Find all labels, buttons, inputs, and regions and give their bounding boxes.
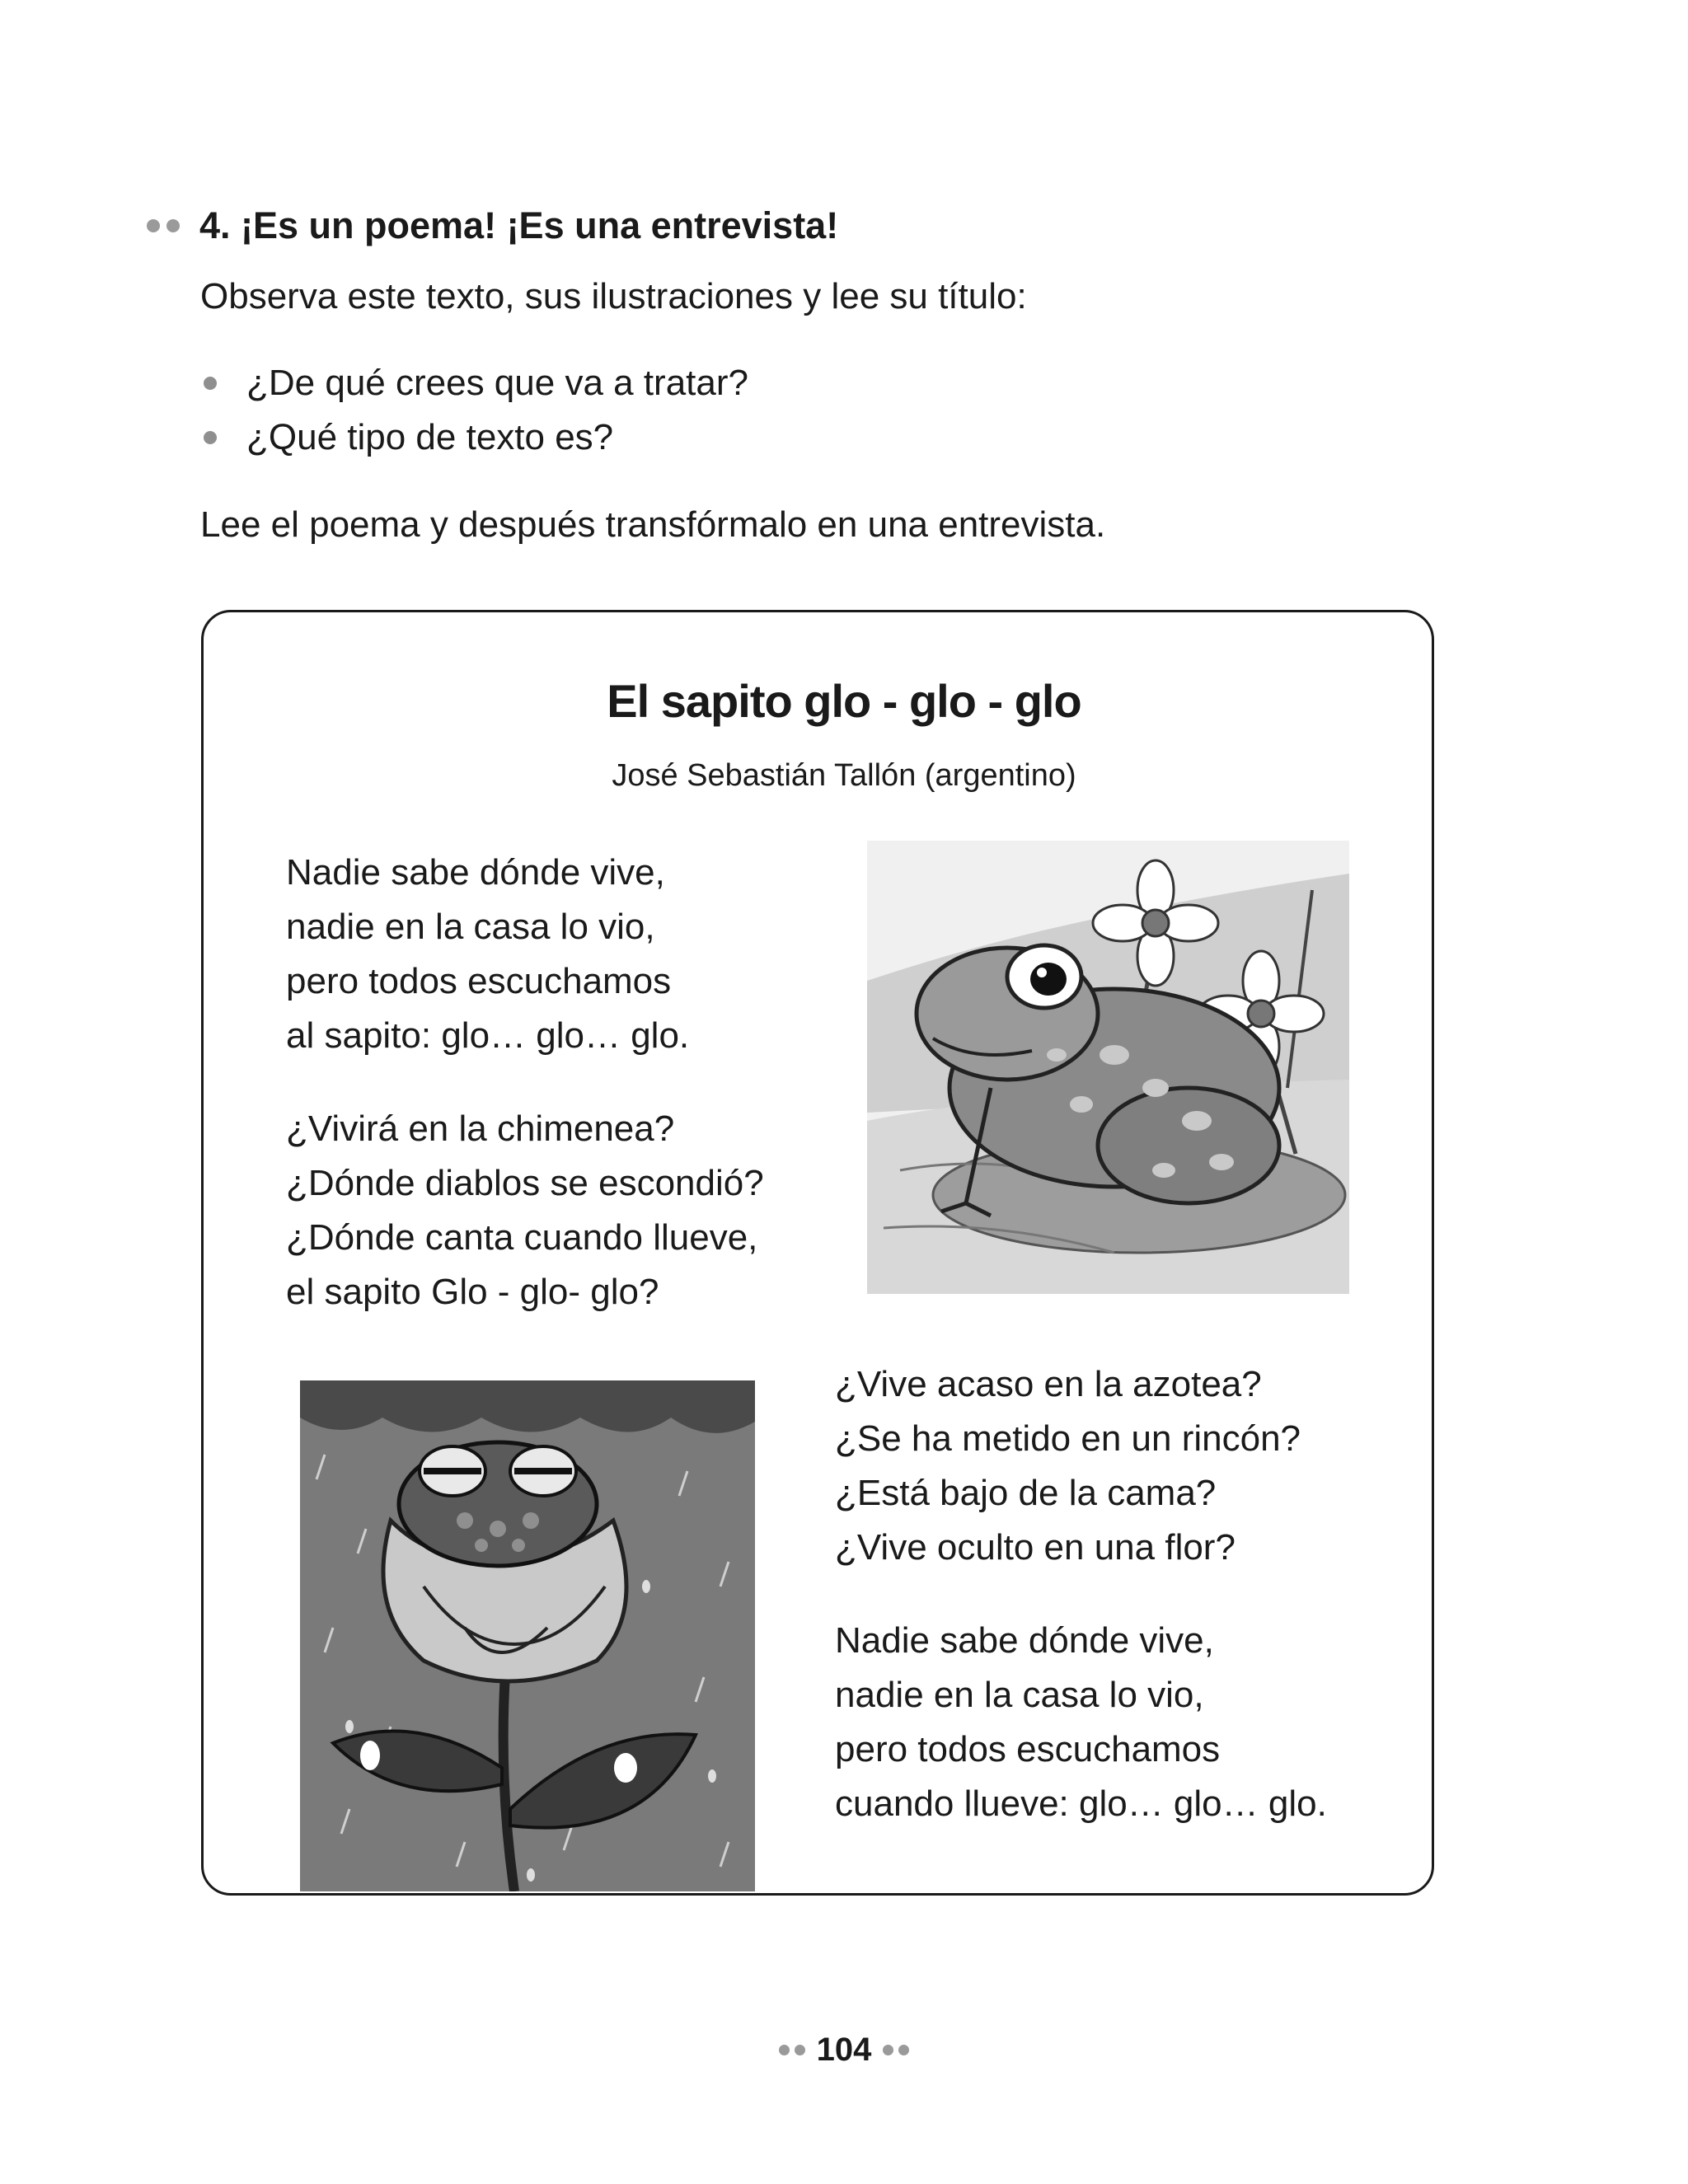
page-number (0, 2032, 1688, 2069)
poem-line: Nadie sabe dónde vive, (835, 1620, 1214, 1661)
instruction-text: Lee el poema y después transfórmalo en una entrevista. (200, 504, 1106, 545)
section-title: 4. ¡Es un poema! ¡Es una entrevista! (199, 204, 839, 246)
poem-author: José Sebastián Tallón (argentino) (612, 758, 1076, 793)
frog-pond-drawing (867, 841, 1349, 1294)
frog-flower-drawing (300, 1380, 755, 1891)
dot-icon (898, 2045, 909, 2055)
poem-line: cuando llueve: glo… glo… glo. (835, 1783, 1327, 1824)
list-item (200, 356, 748, 410)
question-list (200, 356, 748, 465)
poem-line: Nadie sabe dónde vive, (286, 852, 665, 893)
poem-line: al sapito: glo… glo… glo. (286, 1015, 690, 1056)
bullet-dot-icon (147, 219, 160, 232)
poem-title: El sapito glo - glo - glo (607, 675, 1081, 727)
question-text: ¿Qué tipo de texto es? (246, 417, 614, 457)
section-heading (147, 204, 838, 247)
bullet-icon (204, 431, 217, 444)
list-item (200, 410, 748, 465)
dot-icon (883, 2045, 893, 2055)
intro-text: Observa este texto, sus ilustraciones y lee su título: (200, 276, 1027, 316)
bullet-dot-icon (166, 219, 180, 232)
poem-line: ¿Está bajo de la cama? (835, 1473, 1217, 1513)
poem-line: ¿Vive oculto en una flor? (835, 1527, 1236, 1568)
poem-line: nadie en la casa lo vio, (286, 907, 655, 947)
poem-line: nadie en la casa lo vio, (835, 1675, 1204, 1715)
page-number-text: 104 (816, 2032, 872, 2068)
dot-icon (779, 2045, 790, 2055)
question-text: ¿De qué crees que va a tratar? (246, 363, 748, 403)
poem-stanza-3 (835, 1357, 1301, 1575)
poem-stanza-1 (286, 846, 689, 1063)
poem-line: pero todos escuchamos (286, 961, 672, 1001)
frog-pond-illustration (867, 841, 1349, 1294)
bullet-icon (204, 377, 217, 390)
poem-line: ¿Se ha metido en un rincón? (835, 1418, 1301, 1459)
poem-line: ¿Vivirá en la chimenea? (286, 1108, 675, 1149)
poem-line: el sapito Glo - glo- glo? (286, 1272, 659, 1312)
poem-stanza-2 (286, 1102, 764, 1319)
frog-flower-illustration (300, 1380, 755, 1891)
poem-line: ¿Dónde diablos se escondió? (286, 1163, 764, 1203)
poem-line: ¿Dónde canta cuando llueve, (286, 1217, 758, 1258)
poem-line: pero todos escuchamos (835, 1729, 1221, 1769)
dot-icon (795, 2045, 805, 2055)
poem-stanza-4 (835, 1614, 1327, 1831)
poem-line: ¿Vive acaso en la azotea? (835, 1364, 1262, 1404)
